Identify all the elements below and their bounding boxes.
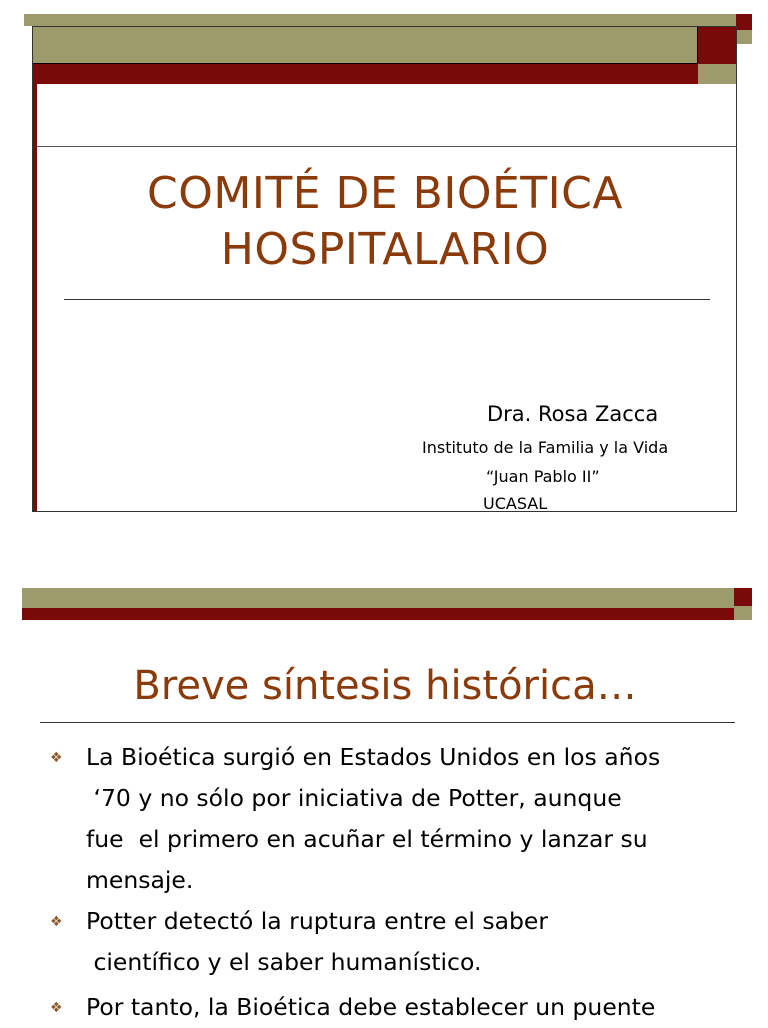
slide1-title-line2: HOSPITALARIO <box>220 224 550 275</box>
bullet-item <box>86 901 736 983</box>
diamond-bullet-icon: ❖ <box>50 914 63 930</box>
slide1-title <box>60 166 710 278</box>
bullet-item <box>86 987 736 1028</box>
bullet-line: científico y el saber humanístico. <box>86 948 482 976</box>
diamond-bullet-icon: ❖ <box>50 750 63 766</box>
slide2-corner-square <box>734 588 752 606</box>
bullet-item <box>86 737 736 901</box>
slide2-title: Breve síntesis histórica… <box>133 663 637 709</box>
institution-line3: UCASAL <box>483 494 548 513</box>
slide2-accent-bar <box>22 608 734 620</box>
slide1-title-line1: COMITÉ DE BIOÉTICA <box>147 168 623 219</box>
slide1-title-rule <box>64 299 710 300</box>
slide2-title-rule <box>40 722 735 723</box>
institution-line1: Instituto de la Familia y la Vida <box>422 438 669 457</box>
diamond-bullet-icon: ❖ <box>50 1000 63 1016</box>
slide1-top-strip <box>24 14 752 26</box>
bullet-line: La Bioética surgió en Estados Unidos en los años <box>86 743 661 771</box>
bullet-line: fue el primero en acuñar el término y lanzar su <box>86 825 648 853</box>
bullet-line: Por tanto, la Bioética debe establecer un puente <box>86 993 656 1021</box>
bullet-line: mensaje. <box>86 866 194 894</box>
bullet-line: Potter detectó la ruptura entre el saber <box>86 907 549 935</box>
slide1-divider <box>37 146 737 147</box>
bullet-line: ‘70 y no sólo por iniciativa de Potter, aunque <box>86 784 622 812</box>
institution-line2: “Juan Pablo II” <box>486 467 600 486</box>
slide2-header-band <box>22 588 734 608</box>
slide1-corner-square-small-olive <box>736 30 752 44</box>
slide1-corner-square-small <box>736 14 752 30</box>
author-name: Dra. Rosa Zacca <box>487 402 659 426</box>
slide2-corner-square-olive <box>734 606 752 620</box>
